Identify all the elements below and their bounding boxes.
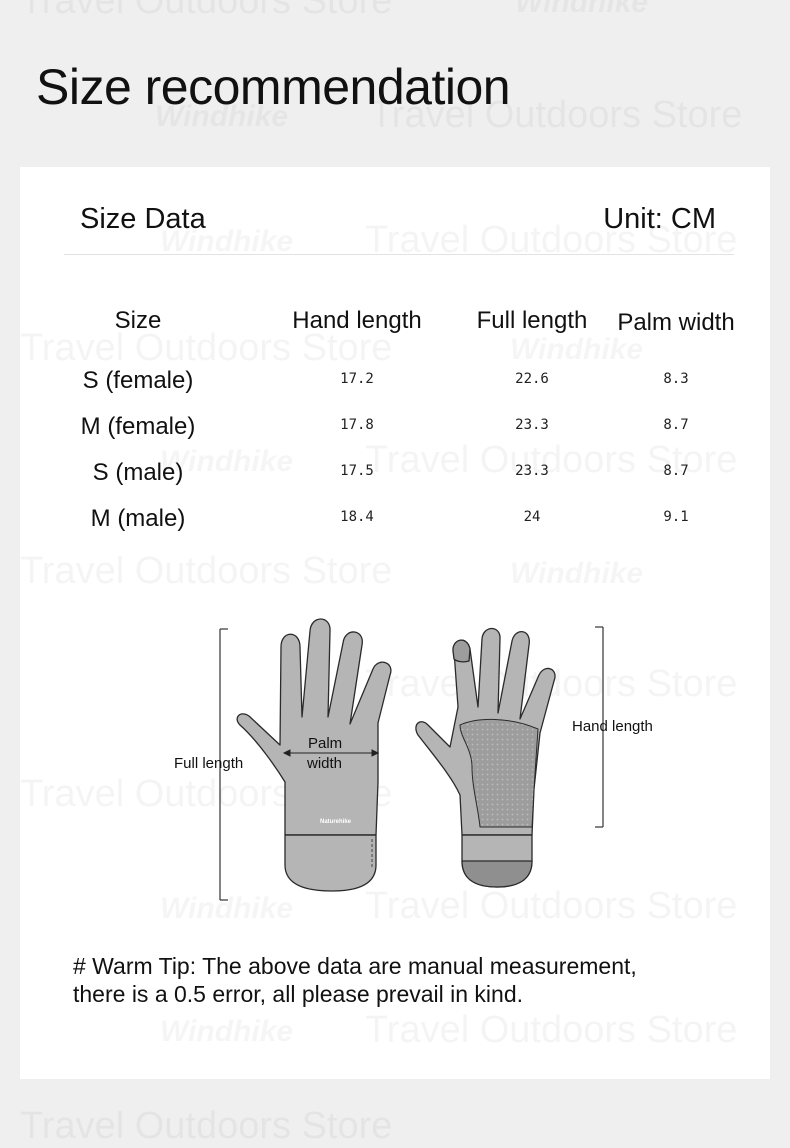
brand-label: Naturehike: [320, 819, 352, 825]
table-heading: [80, 203, 716, 236]
glove-measurement-diagram: [160, 617, 680, 917]
warm-tip-line: # Warm Tip: The above data are manual measurement,: [73, 953, 637, 979]
size-cell: M (female): [80, 413, 196, 440]
full-length-cell: 24: [523, 509, 541, 525]
full-length-cell: 23.3: [515, 463, 549, 479]
size-data-title: Size Data: [80, 203, 206, 235]
hand-length-cell: 18.4: [340, 509, 374, 525]
hand-length-label: Hand length: [572, 718, 653, 735]
size-card: [20, 167, 770, 1079]
hand-length-cell: 17.2: [340, 371, 374, 387]
hand-length-cell: 17.8: [340, 417, 374, 433]
watermark-text: [20, 1105, 392, 1148]
unit-label: Unit: CM: [603, 203, 716, 235]
glove-palm: [416, 629, 555, 888]
table-header-row: [20, 307, 770, 347]
watermark-logo: [160, 1015, 293, 1049]
watermark-logo: [515, 0, 648, 20]
column-header: Hand length: [292, 307, 422, 334]
hand-length-cell: 17.5: [340, 463, 374, 479]
watermark-text: [20, 550, 392, 593]
column-header: Full length: [476, 307, 588, 334]
table-row: [20, 367, 770, 407]
palm-width-cell: 8.7: [663, 417, 689, 433]
warm-tip-line: there is a 0.5 error, all please prevail in kind.: [73, 981, 524, 1007]
table-row: [20, 459, 770, 499]
size-cell: M (male): [90, 505, 186, 532]
warm-tip: [73, 952, 733, 1008]
palm-width-cell: 8.3: [663, 371, 689, 387]
table-row: [20, 505, 770, 545]
palm-width-cell: 8.7: [663, 463, 689, 479]
full-length-cell: 23.3: [515, 417, 549, 433]
watermark-text: [20, 0, 392, 23]
table-row: [20, 413, 770, 453]
palm-width-label: width: [307, 755, 343, 772]
watermark-logo: [510, 557, 643, 591]
column-header: Palm width: [617, 309, 735, 336]
size-cell: S (male): [92, 459, 184, 486]
divider: [64, 254, 734, 255]
column-header: Size: [114, 307, 162, 334]
full-length-label: Full length: [174, 755, 244, 772]
page-title: Size recommendation: [36, 59, 511, 115]
watermark-text: [365, 1009, 737, 1052]
palm-width-label: Palm: [308, 735, 343, 752]
palm-width-cell: 9.1: [663, 509, 689, 525]
size-cell: S (female): [82, 367, 194, 394]
full-length-cell: 22.6: [515, 371, 549, 387]
